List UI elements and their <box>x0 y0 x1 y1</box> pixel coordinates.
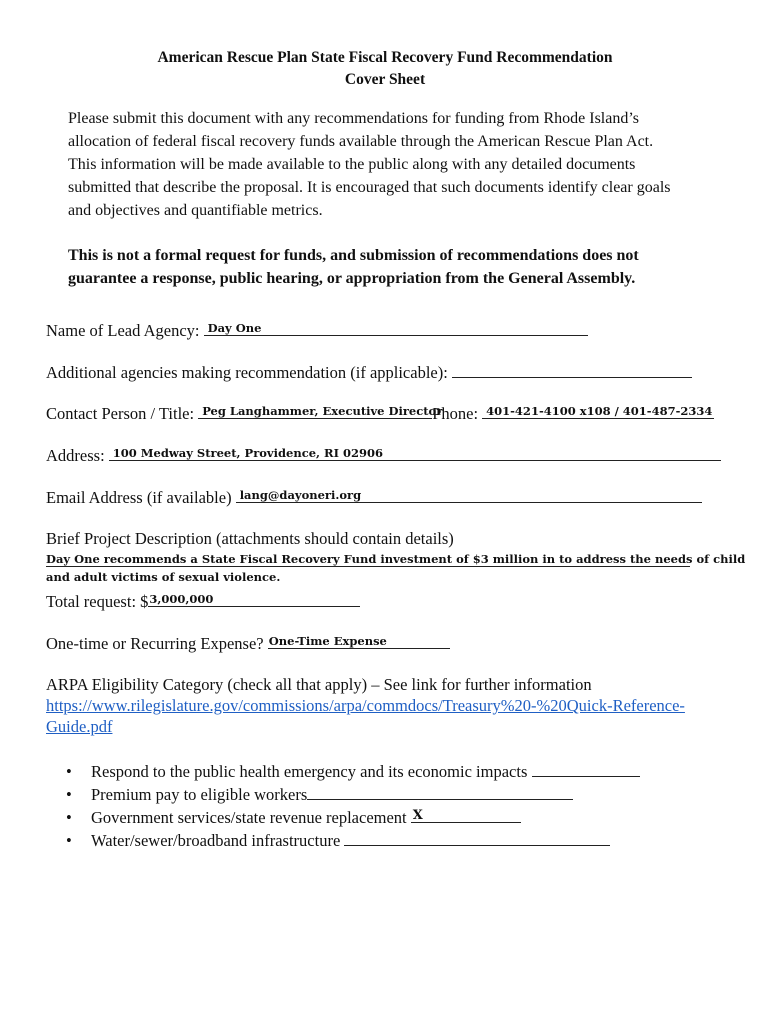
address-value: 100 Medway Street, Providence, RI 02906 <box>112 446 383 460</box>
contact-row <box>46 403 714 425</box>
category-check-field[interactable] <box>411 807 521 823</box>
treasury-guide-link-cont[interactable]: Guide.pdf <box>46 717 113 736</box>
bullet-icon: • <box>66 808 72 827</box>
bullet-icon: • <box>66 831 72 850</box>
address-row <box>46 445 721 467</box>
email-label: Email Address (if available) <box>46 488 232 507</box>
contact-field[interactable] <box>198 403 443 419</box>
intro-line: allocation of federal fiscal recovery funds available through the American Rescue Plan Act. <box>68 133 654 150</box>
notice-line: guarantee a response, public hearing, or appropriation from the General Assembly. <box>68 270 636 287</box>
lead-agency-row <box>46 320 588 342</box>
expense-type-label: One-time or Recurring Expense? <box>46 634 264 653</box>
total-request-field[interactable] <box>148 591 360 607</box>
description-line-1[interactable]: Day One recommends a State Fiscal Recovery Fund investment of $3 million in to address the needs of child <box>46 552 746 566</box>
contact-label: Contact Person / Title: <box>46 404 195 423</box>
expense-type-field[interactable] <box>268 633 450 649</box>
email-value: lang@dayoneri.org <box>239 488 362 502</box>
list-item <box>66 806 640 829</box>
arpa-category-label: ARPA Eligibility Category (check all that apply) – See link for further information <box>46 675 592 694</box>
notice-line: This is not a formal request for funds, and submission of recommendations does not <box>68 247 639 264</box>
category-label: Water/sewer/broadband infrastructure <box>91 831 341 850</box>
phone-field[interactable] <box>482 403 714 419</box>
email-field[interactable] <box>236 487 702 503</box>
disclaimer-notice <box>68 244 728 290</box>
list-item <box>66 783 640 806</box>
lead-agency-field[interactable] <box>204 320 588 336</box>
expense-type-value: One-Time Expense <box>268 634 387 648</box>
contact-value: Peg Langhammer, Executive Director <box>202 404 443 418</box>
list-item <box>66 829 640 852</box>
phone-label: Phone: <box>432 404 479 423</box>
phone-value: 401-421-4100 x108 / 401-487-2334 <box>486 404 713 418</box>
additional-agencies-field[interactable] <box>452 362 692 378</box>
treasury-guide-link[interactable]: https://www.rilegislature.gov/commissions/arpa/commdocs/Treasury%20-%20Quick-Reference- <box>46 696 685 715</box>
intro-paragraph <box>68 107 728 222</box>
category-label: Respond to the public health emergency and its economic impacts <box>91 762 528 781</box>
intro-line: submitted that describe the proposal. It is encouraged that such documents identify clear goals <box>68 179 671 196</box>
intro-line: and objectives and quantifiable metrics. <box>68 202 323 219</box>
document-subtitle: Cover Sheet <box>344 71 426 88</box>
document-title: American Rescue Plan State Fiscal Recovery Fund Recommendation <box>157 49 613 66</box>
intro-line: This information will be made available to the public along with any detailed documents <box>68 156 636 173</box>
category-check-field[interactable] <box>307 784 573 800</box>
bullet-icon: • <box>66 785 72 804</box>
address-label: Address: <box>46 446 105 465</box>
arpa-category-list <box>66 760 640 852</box>
expense-type-row <box>46 633 450 655</box>
category-mark: X <box>412 808 423 823</box>
total-request-value: 3,000,000 <box>149 592 214 606</box>
category-check-field[interactable] <box>532 761 640 777</box>
category-label: Premium pay to eligible workers <box>91 785 308 804</box>
lead-agency-value: Day One <box>207 321 262 335</box>
intro-line: Please submit this document with any recommendations for funding from Rhode Island’s <box>68 110 640 127</box>
description-label: Brief Project Description (attachments should contain details) <box>46 529 454 548</box>
category-label: Government services/state revenue replacement <box>91 808 407 827</box>
additional-agencies-label: Additional agencies making recommendation (if applicable): <box>46 363 448 382</box>
category-check-field[interactable] <box>344 830 610 846</box>
email-row <box>46 487 702 509</box>
description-line-2[interactable]: and adult victims of sexual violence. <box>46 570 281 584</box>
bullet-icon: • <box>66 762 72 781</box>
total-request-label: Total request: $ <box>46 592 149 611</box>
additional-agencies-row <box>46 362 692 384</box>
total-request-row <box>46 591 360 613</box>
list-item <box>66 760 640 783</box>
lead-agency-label: Name of Lead Agency: <box>46 321 200 340</box>
address-field[interactable] <box>109 445 721 461</box>
